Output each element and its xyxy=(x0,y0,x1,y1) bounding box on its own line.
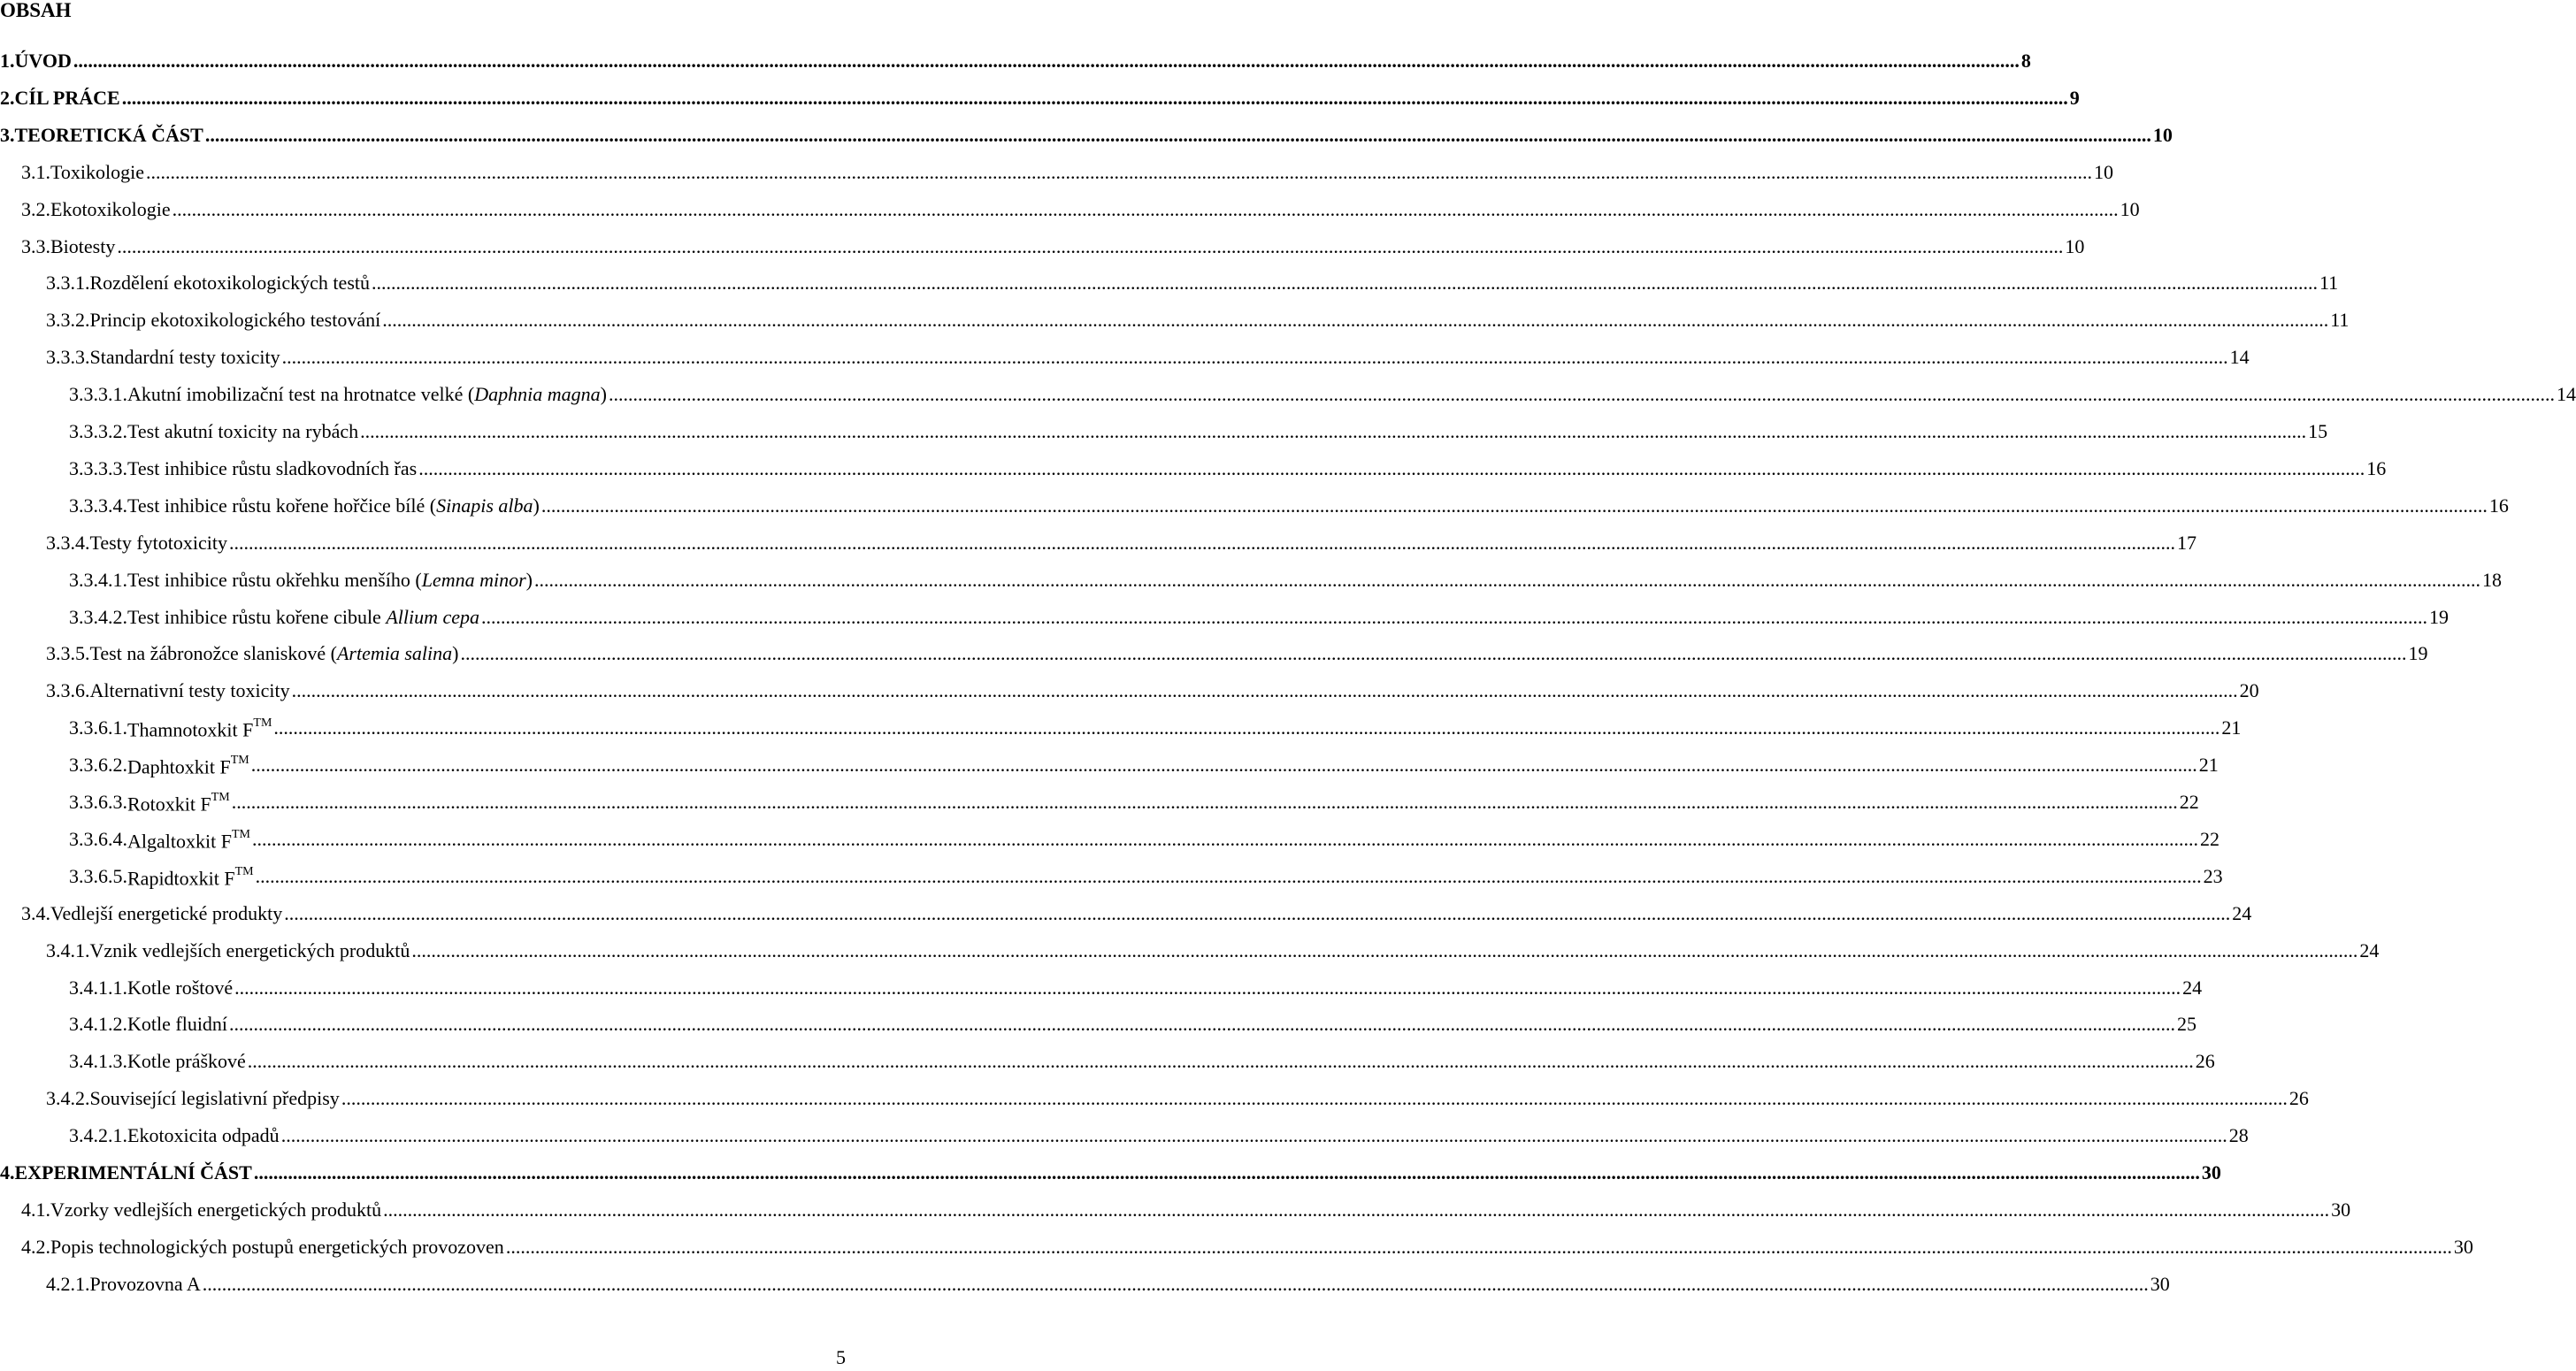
toc-entry[interactable] xyxy=(0,119,2173,152)
toc-entry-page: 17 xyxy=(2177,531,2196,554)
toc-entry[interactable] xyxy=(69,415,2328,448)
toc-leader-dots: ................................................................................................................................................................................................................................................................................................................................................................................................................ xyxy=(251,827,2198,850)
toc-entry-page: 23 xyxy=(2203,864,2223,887)
toc-leader-dots: ................................................................................................................................................................................................................................................................................................................................................................................................................ xyxy=(372,272,2318,295)
toc-entry-page: 9 xyxy=(2069,86,2080,109)
toc-entry-number: 3.3.2. xyxy=(46,309,90,332)
toc-entry-title: Daphtoxkit F™ xyxy=(127,753,249,778)
toc-entry-page: 19 xyxy=(2408,642,2428,665)
toc-entry[interactable] xyxy=(46,934,2380,968)
toc-leader-dots: ................................................................................................................................................................................................................................................................................................................................................................................................................ xyxy=(273,716,2220,739)
toc-entry-page: 30 xyxy=(2453,1235,2473,1258)
toc-entry[interactable] xyxy=(46,303,2350,337)
toc-entry-page: 10 xyxy=(2152,123,2173,146)
toc-entry-number: 4.2.1. xyxy=(46,1272,90,1295)
toc-leader-dots: ................................................................................................................................................................................................................................................................................................................................................................................................................ xyxy=(255,864,2202,887)
toc-entry-number: 3.3.3.1. xyxy=(69,383,127,406)
toc-entry-number: 3.4.2. xyxy=(46,1087,90,1110)
toc-entry[interactable] xyxy=(21,1193,2351,1227)
toc-entry[interactable] xyxy=(21,156,2114,189)
toc-entry-title: Testy fytotoxicity xyxy=(89,531,227,554)
toc-entry-title-superscript: TM xyxy=(253,716,272,731)
toc-leader-dots: ................................................................................................................................................................................................................................................................................................................................................................................................................ xyxy=(73,50,2020,72)
toc-entry-page: 22 xyxy=(2179,791,2199,813)
toc-entry-title: Vzorky vedlejších energetických produktů xyxy=(50,1198,382,1221)
toc-entry-title: Kotle roštové xyxy=(127,976,234,999)
toc-entry-page: 19 xyxy=(2429,605,2450,628)
toc-entry-title: Ekotoxicita odpadů xyxy=(127,1124,280,1147)
toc-leader-dots: ................................................................................................................................................................................................................................................................................................................................................................................................................ xyxy=(146,160,2093,183)
toc-leader-dots: ................................................................................................................................................................................................................................................................................................................................................................................................................ xyxy=(291,679,2238,702)
toc-entry-number: 3.3.6.2. xyxy=(69,754,127,777)
toc-leader-dots: ................................................................................................................................................................................................................................................................................................................................................................................................................ xyxy=(360,420,2307,442)
toc-leader-dots: ................................................................................................................................................................................................................................................................................................................................................................................................................ xyxy=(202,1272,2149,1295)
toc-entry-number: 4. xyxy=(0,1161,15,1183)
toc-entry-title: Standardní testy toxicity xyxy=(89,346,280,369)
toc-entry-title-superscript: TM xyxy=(234,864,254,878)
toc-entry-title-superscript: TM xyxy=(231,827,250,841)
toc-entry-page: 16 xyxy=(2488,494,2509,517)
toc-entry-title: Test akutní toxicity na rybách xyxy=(127,420,359,442)
toc-entry-title: Související legislativní předpisy xyxy=(89,1087,340,1110)
toc-entry-page: 16 xyxy=(2366,456,2387,479)
toc-entry-title: Vznik vedlejších energetických produktů xyxy=(89,938,410,961)
toc-entry-page: 26 xyxy=(2288,1087,2309,1110)
toc-entry-title: Test na žábronožce slaniskové (Artemia salina) xyxy=(89,642,459,665)
toc-entry[interactable] xyxy=(69,452,2387,486)
toc-entry-title: Algaltoxkit F™ xyxy=(127,827,250,853)
toc-entry[interactable] xyxy=(69,489,2509,523)
toc-leader-dots: ................................................................................................................................................................................................................................................................................................................................................................................................................ xyxy=(540,494,2488,517)
toc-entry-page: 10 xyxy=(2065,234,2085,257)
toc-entry-number: 4.1. xyxy=(21,1198,50,1221)
toc-entry-title: Vedlejší energetické produkty xyxy=(50,901,283,924)
toc-leader-dots: ................................................................................................................................................................................................................................................................................................................................................................................................................ xyxy=(281,346,2228,369)
toc-leader-dots: ................................................................................................................................................................................................................................................................................................................................................................................................................ xyxy=(117,234,2064,257)
toc-leader-dots: ................................................................................................................................................................................................................................................................................................................................................................................................................ xyxy=(253,1161,2200,1183)
toc-entry[interactable] xyxy=(69,971,2203,1005)
toc-entry[interactable] xyxy=(0,44,2031,78)
toc-entry-page: 26 xyxy=(2195,1050,2215,1073)
toc-entry[interactable] xyxy=(46,637,2428,670)
toc-leader-dots: ................................................................................................................................................................................................................................................................................................................................................................................................................ xyxy=(533,568,2480,591)
toc-entry-title-superscript: TM xyxy=(230,753,249,767)
toc-entry[interactable] xyxy=(21,193,2140,226)
toc-leader-dots: ................................................................................................................................................................................................................................................................................................................................................................................................................ xyxy=(505,1235,2452,1258)
toc-entry-number: 3.3.6.3. xyxy=(69,791,127,813)
toc-leader-dots: ................................................................................................................................................................................................................................................................................................................................................................................................................ xyxy=(250,754,2197,777)
toc-leader-dots: ................................................................................................................................................................................................................................................................................................................................................................................................................ xyxy=(411,938,2358,961)
toc-entry-number: 3.4.1.3. xyxy=(69,1050,127,1073)
toc-entry-title: Kotle fluidní xyxy=(127,1013,228,1036)
toc-entry-page: 10 xyxy=(2094,160,2114,183)
toc-entry-page: 28 xyxy=(2228,1124,2249,1147)
toc-entry-page: 25 xyxy=(2177,1013,2197,1036)
toc-entry-page: 8 xyxy=(2020,50,2031,72)
toc-entry-title: Rozdělení ekotoxikologických testů xyxy=(89,272,370,295)
toc-entry[interactable] xyxy=(69,563,2502,597)
toc-entry-number: 2. xyxy=(0,86,15,109)
toc-entry-number: 3.3.6.1. xyxy=(69,716,127,739)
toc-leader-dots: ................................................................................................................................................................................................................................................................................................................................................................................................................ xyxy=(172,197,2119,220)
toc-entry[interactable] xyxy=(69,601,2450,634)
toc-entry-number: 3.3.3.2. xyxy=(69,420,127,442)
toc-entry[interactable] xyxy=(21,230,2085,264)
toc-entry-title: Test inhibice růstu kořene cibule Allium cepa xyxy=(127,605,480,628)
toc-entry-number: 3.3.3. xyxy=(46,346,90,369)
toc-entry-title: Rapidtoxkit F™ xyxy=(127,864,254,889)
toc-entry-number: 3.4. xyxy=(21,901,50,924)
toc-entry-number: 3.3.3.4. xyxy=(69,494,127,517)
toc-entry-title: CÍL PRÁCE xyxy=(14,86,120,109)
toc-entry-title: Alternativní testy toxicity xyxy=(89,679,290,702)
toc-entry[interactable] xyxy=(69,1045,2215,1078)
toc-entry-page: 24 xyxy=(2359,938,2380,961)
toc-entry-page: 21 xyxy=(2198,754,2219,777)
toc-entry-number: 3.3.3.3. xyxy=(69,456,127,479)
toc-entry-title-italic: Sinapis alba xyxy=(436,494,533,517)
toc-entry-title: Test inhibice růstu sladkovodních řas xyxy=(127,456,418,479)
toc-entry-page: 21 xyxy=(2221,716,2242,739)
toc-leader-dots: ................................................................................................................................................................................................................................................................................................................................................................................................................ xyxy=(418,456,2365,479)
toc-entry-number: 3.1. xyxy=(21,160,50,183)
toc-entry-page: 20 xyxy=(2239,679,2259,702)
toc-entry-number: 3.3.6.4. xyxy=(69,827,127,850)
toc-entry-title: Thamnotoxkit F™ xyxy=(127,716,272,741)
toc-leader-dots: ................................................................................................................................................................................................................................................................................................................................................................................................................ xyxy=(229,1013,2176,1036)
toc-entry-number: 3.3.4.1. xyxy=(69,568,127,591)
toc-entry-title: Popis technologických postupů energetických provozoven xyxy=(50,1235,504,1258)
toc-entry-title-italic: Lemna minor xyxy=(421,568,526,591)
toc-entry-number: 1. xyxy=(0,50,15,72)
toc-entry-title: ÚVOD xyxy=(14,50,72,72)
toc-entry-number: 3.4.1.1. xyxy=(69,976,127,999)
toc-entry[interactable] xyxy=(46,1082,2309,1115)
toc-leader-dots: ................................................................................................................................................................................................................................................................................................................................................................................................................ xyxy=(231,791,2178,813)
toc-leader-dots: ................................................................................................................................................................................................................................................................................................................................................................................................................ xyxy=(284,901,2231,924)
toc-entry-number: 3.3.6. xyxy=(46,679,90,702)
toc-entry[interactable] xyxy=(69,860,2223,893)
toc-leader-dots: ................................................................................................................................................................................................................................................................................................................................................................................................................ xyxy=(204,123,2151,146)
toc-entry[interactable] xyxy=(69,1119,2249,1153)
toc-leader-dots: ................................................................................................................................................................................................................................................................................................................................................................................................................ xyxy=(460,642,2407,665)
toc-entry[interactable] xyxy=(69,1007,2197,1041)
toc-entry-page: 18 xyxy=(2481,568,2502,591)
toc-entry-page: 15 xyxy=(2308,420,2328,442)
toc-entry-number: 3.2. xyxy=(21,197,50,220)
toc-entry[interactable] xyxy=(0,1156,2221,1190)
toc-entry[interactable] xyxy=(0,81,2080,115)
toc-entry-title: Akutní imobilizační test na hrotnatce velké (Daphnia magna) xyxy=(127,383,607,406)
toc-leader-dots: ................................................................................................................................................................................................................................................................................................................................................................................................................ xyxy=(608,383,2555,406)
toc-entry[interactable] xyxy=(46,526,2196,560)
toc-entry-title: TEORETICKÁ ČÁST xyxy=(14,123,203,146)
toc-entry-title: Princip ekotoxikologického testování xyxy=(89,309,381,332)
toc-entry-page: 14 xyxy=(2229,346,2250,369)
toc-entry-page: 30 xyxy=(2201,1161,2221,1183)
toc-leader-dots: ................................................................................................................................................................................................................................................................................................................................................................................................................ xyxy=(383,1198,2330,1221)
toc-entry-number: 3.4.2.1. xyxy=(69,1124,127,1147)
toc-entry-number: 3.4.1. xyxy=(46,938,90,961)
toc-leader-dots: ................................................................................................................................................................................................................................................................................................................................................................................................................ xyxy=(247,1050,2194,1073)
toc-leader-dots: ................................................................................................................................................................................................................................................................................................................................................................................................................ xyxy=(341,1087,2288,1110)
toc-entry-page: 22 xyxy=(2199,827,2220,850)
toc-entry[interactable] xyxy=(69,785,2199,819)
toc-entry[interactable] xyxy=(69,823,2220,856)
page-title: OBSAH xyxy=(0,0,72,21)
toc-entry-title: Toxikologie xyxy=(50,160,145,183)
toc-entry[interactable] xyxy=(46,266,2339,300)
toc-entry-number: 3.3.5. xyxy=(46,642,90,665)
toc-leader-dots: ................................................................................................................................................................................................................................................................................................................................................................................................................ xyxy=(481,605,2428,628)
toc-entry-title: Ekotoxikologie xyxy=(50,197,171,220)
toc-entry-number: 3.3.6.5. xyxy=(69,864,127,887)
toc-entry-number: 3.4.1.2. xyxy=(69,1013,127,1036)
toc-leader-dots: ................................................................................................................................................................................................................................................................................................................................................................................................................ xyxy=(234,976,2181,999)
toc-entry-title-italic: Allium cepa xyxy=(386,605,480,628)
toc-entry[interactable] xyxy=(46,674,2259,708)
toc-entry-title: EXPERIMENTÁLNÍ ČÁST xyxy=(14,1161,252,1183)
toc-entry[interactable] xyxy=(69,378,2576,411)
page-number: 5 xyxy=(836,1346,846,1368)
toc-leader-dots: ................................................................................................................................................................................................................................................................................................................................................................................................................ xyxy=(121,86,2068,109)
toc-entry-title-italic: Daphnia magna xyxy=(474,383,601,406)
toc-leader-dots: ................................................................................................................................................................................................................................................................................................................................................................................................................ xyxy=(280,1124,2227,1147)
toc-entry-page: 11 xyxy=(2330,309,2350,332)
toc-entry-number: 3. xyxy=(0,123,15,146)
toc-entry-number: 3.3. xyxy=(21,234,50,257)
toc-entry-title: Test inhibice růstu kořene hořčice bílé (Sinapis alba) xyxy=(127,494,540,517)
toc-entry-number: 4.2. xyxy=(21,1235,50,1258)
toc-entry-title: Provozovna A xyxy=(89,1272,201,1295)
toc-entry[interactable] xyxy=(21,897,2252,931)
toc-entry-title: Biotesty xyxy=(50,234,116,257)
toc-entry-number: 3.3.1. xyxy=(46,272,90,295)
toc-entry[interactable] xyxy=(46,341,2250,374)
toc-entry-title: Test inhibice růstu okřehku menšího (Lemna minor) xyxy=(127,568,533,591)
toc-entry-page: 14 xyxy=(2556,383,2576,406)
toc-entry[interactable] xyxy=(69,711,2242,745)
toc-leader-dots: ................................................................................................................................................................................................................................................................................................................................................................................................................ xyxy=(382,309,2329,332)
toc-entry-page: 11 xyxy=(2319,272,2339,295)
toc-entry-page: 24 xyxy=(2232,901,2252,924)
toc-entry-page: 24 xyxy=(2182,976,2203,999)
toc-entry[interactable] xyxy=(21,1230,2473,1264)
toc-entry-page: 30 xyxy=(2331,1198,2351,1221)
toc-entry[interactable] xyxy=(69,748,2219,782)
toc-entry-title: Rotoxkit F™ xyxy=(127,790,230,816)
toc-entry-page: 10 xyxy=(2120,197,2140,220)
toc-entry-title-italic: Artemia salina xyxy=(336,642,453,665)
toc-entry-number: 3.3.4.2. xyxy=(69,605,127,628)
toc-leader-dots: ................................................................................................................................................................................................................................................................................................................................................................................................................ xyxy=(229,531,2175,554)
toc-entry-page: 30 xyxy=(2150,1272,2170,1295)
toc-entry-title: Kotle práškové xyxy=(127,1050,246,1073)
toc-entry[interactable] xyxy=(46,1268,2170,1301)
toc-entry-title-superscript: TM xyxy=(211,790,230,804)
toc-entry-number: 3.3.4. xyxy=(46,531,90,554)
